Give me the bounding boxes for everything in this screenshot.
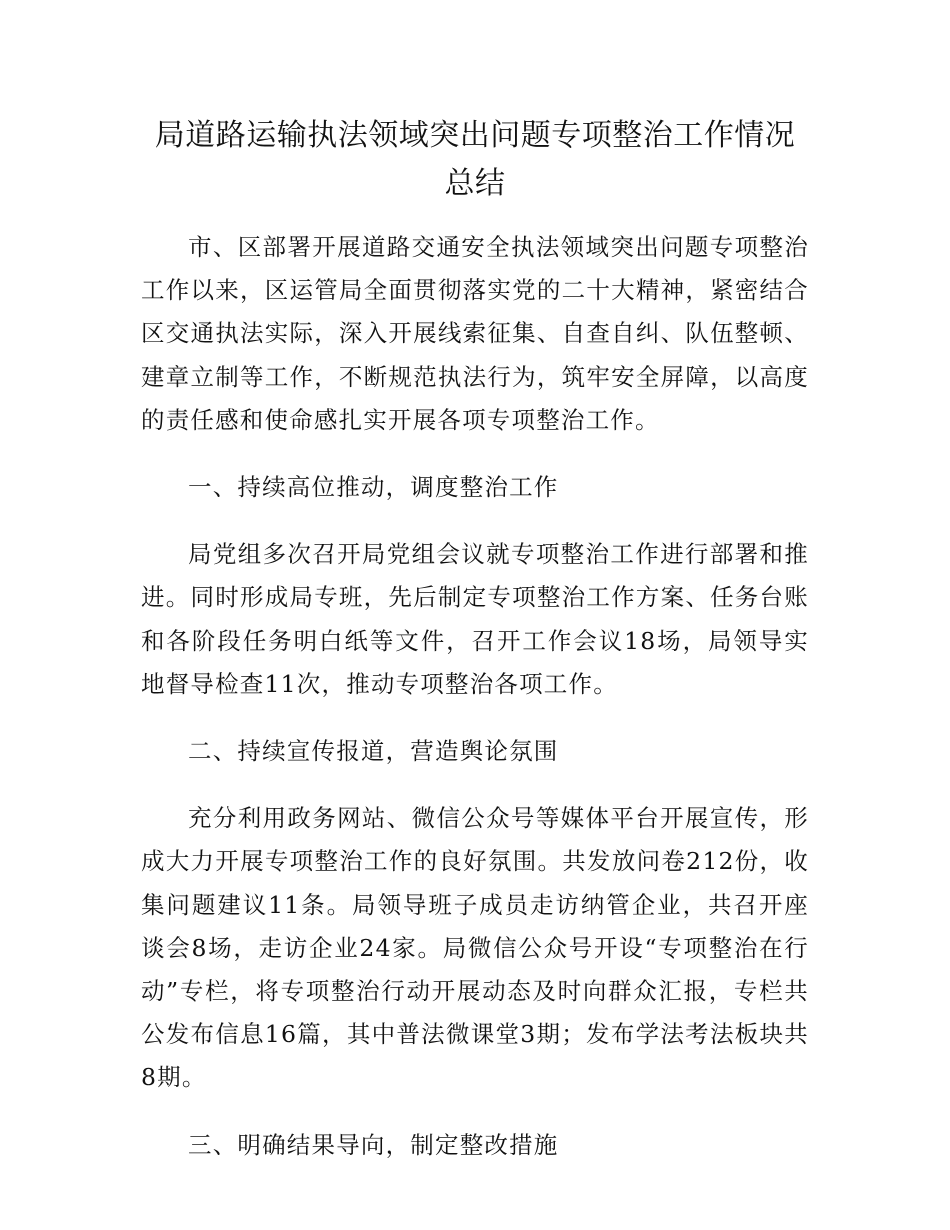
spacer	[141, 442, 809, 466]
section-3-heading: 三、明确结果导向，制定整改措施	[188, 1130, 559, 1159]
spacer	[141, 509, 809, 533]
section-2-body: 充分利用政务网站、微信公众号等媒体平台开展宣传，形成大力开展专项整治工作的良好氛围。共发放问卷212份，收集问题建议11条。局领导班子成员走访纳管企业，共召开座谈会8场，走访企业24家。局微信公众号开设“专项整治在行动”专栏，将专项整治行动开展动态及时向群众汇报，专栏共公发布信息16篇，其中普法微课堂3期；发布学法考法板块共8期。	[141, 804, 809, 1092]
spacer	[141, 1100, 809, 1124]
section-1-heading: 一、持续高位推动，调度整治工作	[188, 473, 559, 502]
section-1-body: 局党组多次召开局党组会议就专项整治工作进行部署和推进。同时形成局专班，先后制定专项整治工作方案、任务台账和各阶段任务明白纸等文件，召开工作会议18场，局领导实地督导检查11次，推动专项整治各项工作。	[141, 540, 809, 698]
document-page	[141, 112, 809, 1167]
spacer	[141, 773, 809, 797]
spacer	[141, 706, 809, 730]
intro-paragraph: 市、区部署开展道路交通安全执法领域突出问题专项整治工作以来，区运管局全面贯彻落实党的二十大精神，紧密结合区交通执法实际，深入开展线索征集、自查自纠、队伍整顿、建章立制等工作，不断规范执法行为，筑牢安全屏障，以高度的责任感和使命感扎实开展各项专项整治工作。	[141, 233, 809, 434]
document-title: 局道路运输执法领域突出问题专项整治工作情况总结	[154, 118, 796, 201]
section-2-heading: 二、持续宣传报道，营造舆论氛围	[188, 737, 559, 766]
